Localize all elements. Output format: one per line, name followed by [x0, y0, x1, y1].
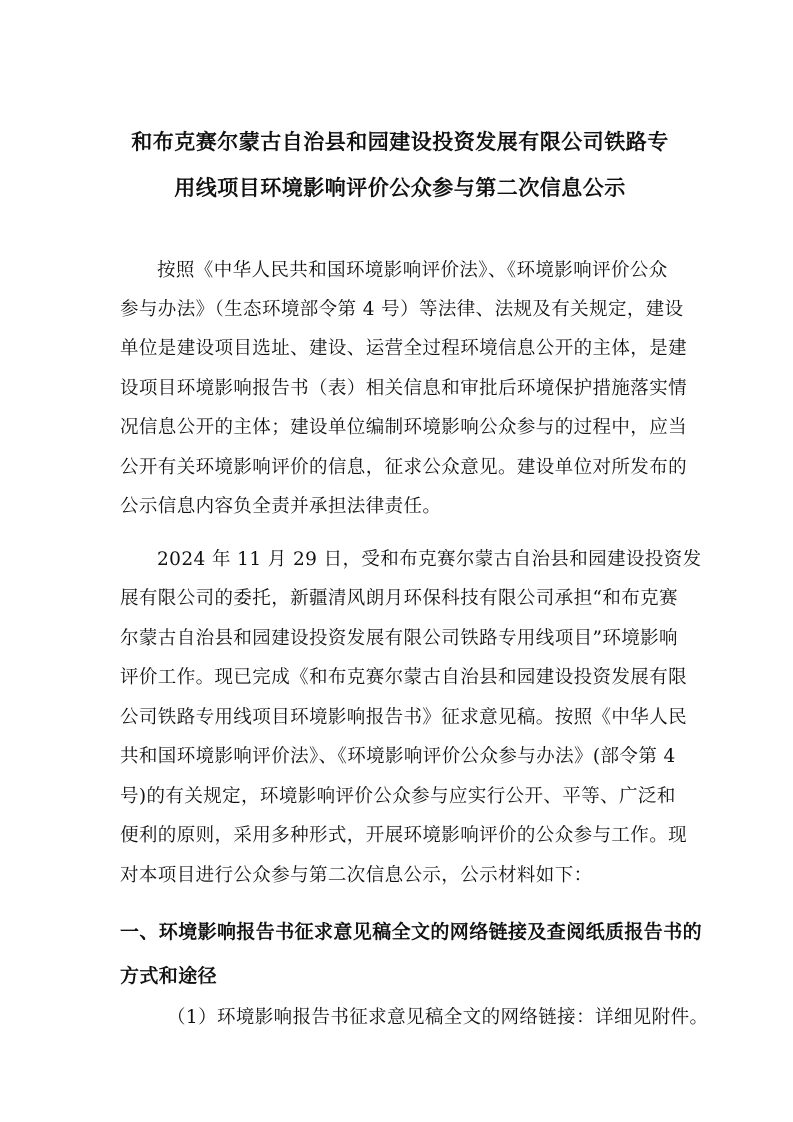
paragraph-1-line-5: 况信息公开的主体；建设单位编制环境影响公众参与的过程中，应当: [120, 417, 688, 438]
paragraph-1-line-2: 参与办法》（生态环境部令第 4 号）等法律、法规及有关规定，建设: [120, 299, 684, 320]
paragraph-1-line-7: 公示信息内容负全责并承担法律责任。: [120, 496, 442, 517]
paragraph-1-line-6: 公开有关环境影响评价的信息，征求公众意见。建设单位对所发布的: [120, 457, 688, 478]
paragraph-1-line-4: 设项目环境影响报告书（表）相关信息和审批后环境保护措施落实情: [120, 378, 688, 399]
paragraph-1-line-1: 按照《中华人民共和国环境影响评价法》、《环境影响评价公众: [157, 260, 668, 281]
paragraph-2-line-6: 共和国环境影响评价法》、《环境影响评价公众参与办法》(部令第 4: [120, 746, 676, 767]
paragraph-2-line-3: 尔蒙古自治县和园建设投资发展有限公司铁路专用线项目”环境影响: [120, 628, 678, 649]
section-1-heading-line-2: 方式和途径: [120, 965, 218, 987]
document-title-line-1: 和布克赛尔蒙古自治县和园建设投资发展有限公司铁路专: [131, 130, 669, 154]
paragraph-2-line-7: 号)的有关规定，环境影响评价公众参与应实行公开、平等、广泛和: [120, 786, 676, 807]
section-1-item-1: （1）环境影响报告书征求意见稿全文的网络链接：详细见附件。: [167, 1007, 709, 1028]
paragraph-2-line-5: 公司铁路专用线项目环境影响报告书》征求意见稿。按照《中华人民: [120, 707, 688, 728]
paragraph-2-line-2: 展有限公司的委托，新疆清风朗月环保科技有限公司承担“和布克赛: [120, 588, 678, 609]
document-title-line-2: 用线项目环境影响评价公众参与第二次信息公示: [174, 176, 626, 200]
paragraph-2-line-9: 对本项目进行公众参与第二次信息公示，公示材料如下：: [120, 865, 593, 886]
paragraph-2-line-1: 2024 年 11 月 29 日，受和布克赛尔蒙古自治县和园建设投资发: [157, 549, 702, 570]
paragraph-2-line-4: 评价工作。现已完成《和布克赛尔蒙古自治县和园建设投资发展有限: [120, 667, 688, 688]
paragraph-2-line-8: 便利的原则，采用多种形式，开展环境影响评价的公众参与工作。现: [120, 825, 688, 846]
paragraph-1-line-3: 单位是建设项目选址、建设、运营全过程环境信息公开的主体，是建: [120, 338, 688, 359]
section-1-heading-line-1: 一、环境影响报告书征求意见稿全文的网络链接及查阅纸质报告书的: [120, 921, 703, 943]
